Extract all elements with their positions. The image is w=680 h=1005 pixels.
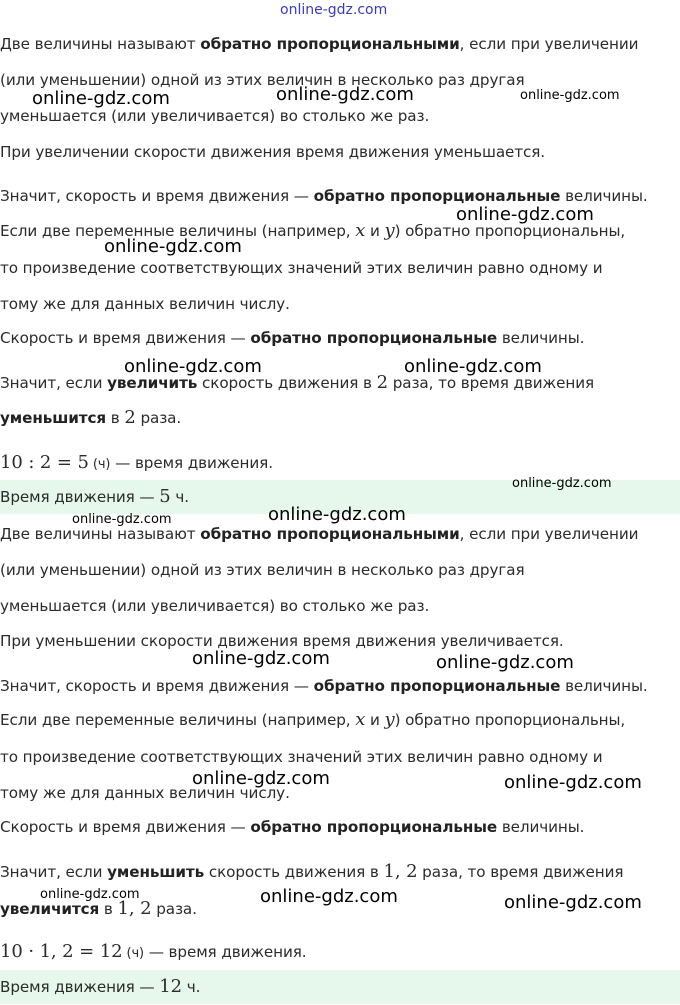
- s1-paragraph-4: При увеличении скорости движения время движения уменьшается.: [0, 143, 546, 161]
- text: , если при увеличении: [459, 525, 639, 543]
- s1-paragraph-1: [0, 34, 638, 54]
- text: и: [365, 222, 385, 240]
- bold-term: обратно пропорциональные: [250, 329, 498, 347]
- watermark: online-gdz.com: [268, 504, 406, 525]
- text: Скорость и время движения —: [0, 329, 251, 347]
- bold-term: увеличить: [107, 374, 198, 392]
- text: ) обратно пропорциональны,: [394, 222, 626, 240]
- text: Значит, если: [0, 374, 108, 392]
- s1-paragraph-8: тому же для данных величин числу.: [0, 295, 290, 313]
- text: величины.: [560, 187, 648, 205]
- bold-term: уменьшится: [0, 409, 107, 427]
- text: Скорость и время движения —: [0, 818, 251, 836]
- math-number: 2: [124, 407, 136, 428]
- text: Значит, скорость и время движения —: [0, 187, 314, 205]
- text: Две величины называют: [0, 525, 201, 543]
- bold-term: обратно пропорциональные: [313, 677, 561, 695]
- watermark: online-gdz.com: [512, 476, 612, 491]
- bold-term: обратно пропорциональными: [200, 525, 460, 543]
- math-expression: 10 · 1, 2 = 12: [0, 941, 123, 962]
- unit: (ч): [122, 946, 145, 961]
- text: Если две переменные величины (например,: [0, 711, 356, 729]
- watermark: online-gdz.com: [192, 768, 330, 789]
- math-y: y: [384, 709, 395, 730]
- s1-answer: [0, 487, 189, 507]
- math-x: x: [355, 709, 366, 730]
- math-expression: 10 : 2 = 5: [0, 452, 89, 473]
- bold-term: уменьшить: [107, 863, 205, 881]
- s1-paragraph-7: то произведение соответствующих значений этих величин равно одному и: [0, 259, 603, 277]
- watermark: online-gdz.com: [40, 887, 140, 902]
- text: раза, то время движения: [417, 863, 624, 881]
- s1-paragraph-3: уменьшается (или увеличивается) во столько же раз.: [0, 107, 430, 125]
- s2-paragraph-3: уменьшается (или увеличивается) во столько же раз.: [0, 597, 430, 615]
- text: величины.: [560, 677, 648, 695]
- s2-paragraph-11: [0, 899, 197, 919]
- text: ) обратно пропорциональны,: [394, 711, 626, 729]
- s2-paragraph-5: [0, 676, 648, 696]
- s1-paragraph-2: (или уменьшении) одной из этих величин в несколько раз другая: [0, 71, 525, 89]
- watermark: online-gdz.com: [404, 356, 542, 377]
- text: Значит, скорость и время движения —: [0, 677, 314, 695]
- text: раза.: [151, 900, 197, 918]
- s2-paragraph-7: то произведение соответствующих значений этих величин равно одному и: [0, 748, 603, 766]
- bold-term: обратно пропорциональные: [313, 187, 561, 205]
- text: , если при увеличении: [459, 35, 639, 53]
- watermark: online-gdz.com: [104, 236, 242, 257]
- watermark: online-gdz.com: [276, 84, 414, 105]
- s1-paragraph-11: [0, 408, 181, 428]
- bold-term: обратно пропорциональные: [250, 818, 498, 836]
- text: в: [99, 900, 118, 918]
- s2-paragraph-6: [0, 710, 625, 730]
- s2-paragraph-4: При уменьшении скорости движения время движения увеличивается.: [0, 632, 564, 650]
- text: величины.: [497, 818, 585, 836]
- s2-paragraph-2: (или уменьшении) одной из этих величин в несколько раз другая: [0, 561, 525, 579]
- s2-calculation: [0, 942, 307, 964]
- watermark: online-gdz.com: [456, 204, 594, 225]
- text: Две величины называют: [0, 35, 201, 53]
- text: величины.: [497, 329, 585, 347]
- s2-paragraph-9: [0, 817, 584, 837]
- math-x: x: [355, 220, 366, 241]
- watermark: online-gdz.com: [436, 652, 574, 673]
- text: Значит, если: [0, 863, 108, 881]
- math-number: 2: [376, 372, 388, 393]
- watermark: online-gdz.com: [504, 892, 642, 913]
- text: скорость движения в: [204, 863, 384, 881]
- text: раза.: [135, 409, 182, 427]
- s2-paragraph-10: [0, 862, 623, 882]
- text: раза, то время движения: [387, 374, 595, 392]
- watermark: online-gdz.com: [32, 88, 170, 109]
- watermark: online-gdz.com: [72, 512, 172, 527]
- s2-answer-box: [0, 970, 680, 1004]
- watermark: online-gdz.com: [124, 356, 262, 377]
- bold-term: обратно пропорциональными: [200, 35, 460, 53]
- text: Время движения —: [0, 488, 160, 506]
- text: Время движения —: [0, 978, 160, 996]
- s1-paragraph-9: [0, 328, 584, 348]
- math-number: 1, 2: [383, 861, 418, 882]
- text: — время движения.: [144, 943, 307, 961]
- unit: ч.: [181, 978, 201, 996]
- s2-answer: [0, 977, 200, 997]
- watermark: online-gdz.com: [260, 886, 398, 907]
- s2-paragraph-1: [0, 524, 638, 544]
- s1-calculation: [0, 453, 273, 475]
- unit: (ч): [88, 457, 111, 472]
- s1-paragraph-5: [0, 186, 648, 206]
- watermark-top: online-gdz.com: [280, 2, 388, 18]
- text: и: [365, 711, 385, 729]
- math-y: y: [384, 220, 395, 241]
- answer-value: 5: [159, 486, 171, 507]
- text: в: [106, 409, 125, 427]
- answer-value: 12: [159, 976, 182, 997]
- watermark: online-gdz.com: [192, 648, 330, 669]
- bold-term: увеличится: [0, 900, 100, 918]
- text: — время движения.: [110, 454, 273, 472]
- text: Если две переменные величины (например,: [0, 222, 356, 240]
- watermark: online-gdz.com: [504, 772, 642, 793]
- math-number: 1, 2: [117, 898, 152, 919]
- unit: ч.: [170, 488, 189, 506]
- s2-paragraph-8: тому же для данных величин числу.: [0, 784, 290, 802]
- text: скорость движения в: [197, 374, 377, 392]
- watermark: online-gdz.com: [520, 88, 620, 103]
